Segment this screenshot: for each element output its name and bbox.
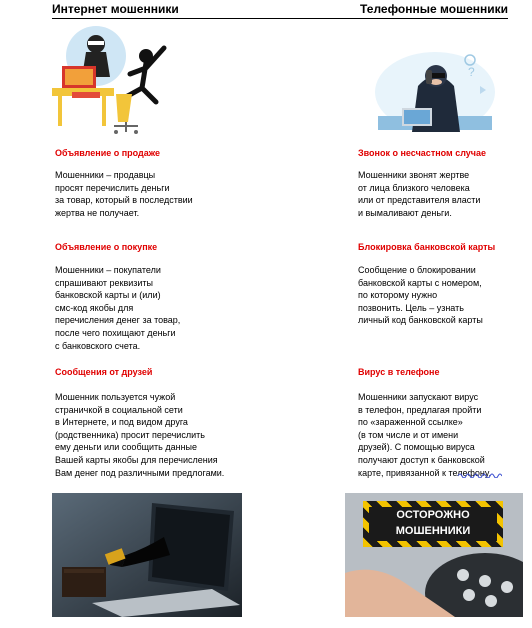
text-line: банковской карты с номером, xyxy=(358,277,482,288)
text-line: перечисления денег за товар, xyxy=(55,315,181,326)
text-line: Вам денег под различными предлогами. xyxy=(55,467,225,478)
header-internet-fraud: Интернет мошенники xyxy=(52,2,179,16)
right-section-2-title: Блокировка банковской карты xyxy=(358,242,496,252)
text-line: ему деньги или сообщить данные xyxy=(55,442,198,453)
text-line: с банковского счета. xyxy=(55,340,141,351)
spellcheck-underline xyxy=(458,472,502,478)
text-line: по которому нужно xyxy=(358,290,438,301)
right-section-1-title: Звонок о несчастном случае xyxy=(358,148,487,158)
text-line: Мошенник пользуется чужой xyxy=(55,392,176,402)
text-line: личный код банковской карты xyxy=(358,315,483,326)
header-phone-fraud: Телефонные мошенники xyxy=(360,2,508,16)
text-line: друзей). С помощью вируса xyxy=(358,442,475,453)
text-line: после чего похищают деньги xyxy=(55,327,176,338)
text-line: Мошенники запускают вирус xyxy=(358,392,479,402)
text-line: Мошенники звонят жертве xyxy=(358,170,470,180)
text-line: и вымаливают деньги. xyxy=(358,207,452,218)
text-line: Сообщение о блокировании xyxy=(358,265,476,275)
warning-line-1: ОСТОРОЖНО xyxy=(396,509,470,521)
laptop-thief-photo xyxy=(52,493,242,617)
text-line: жертва не получает. xyxy=(55,207,140,218)
text-line: позвонить. Цель – узнать xyxy=(358,302,464,313)
page-header xyxy=(52,0,508,19)
text-line: получают доступ к банковской xyxy=(358,454,485,465)
phone-caller-illustration xyxy=(372,46,498,136)
text-line: от лица близкого человека xyxy=(358,182,470,193)
text-line: просят перечислить деньги xyxy=(55,182,170,193)
warning-phone-photo xyxy=(345,493,523,617)
left-section-1-text xyxy=(55,169,193,219)
text-line: карте, привязанной к телефону. xyxy=(358,467,491,478)
warning-line-2: МОШЕННИКИ xyxy=(395,525,471,537)
left-section-3-title: Сообщения от друзей xyxy=(55,367,153,377)
text-line: или от представителя власти xyxy=(358,195,481,206)
text-line: в Интернете, и под видом друга xyxy=(55,417,188,428)
text-line: (в том числе и от имени xyxy=(358,429,459,440)
left-section-1-title: Объявление о продаже xyxy=(55,148,161,158)
right-section-1-text xyxy=(358,169,480,219)
text-line: Мошенники – покупатели xyxy=(55,265,161,275)
hacker-laptop-illustration xyxy=(52,22,184,140)
text-line: смс-код якобы для xyxy=(55,302,134,313)
right-section-2-text xyxy=(358,264,483,327)
svg-text:?: ? xyxy=(468,65,475,79)
text-line: страничкой в социальной сети xyxy=(55,404,183,415)
right-section-3-title: Вирус в телефоне xyxy=(358,367,440,377)
warning-banner xyxy=(363,501,503,547)
right-section-3-text xyxy=(358,391,491,479)
left-section-3-text xyxy=(55,391,224,479)
left-section-2-text xyxy=(55,264,180,352)
text-line: банковской карты и (или) xyxy=(55,290,161,301)
left-section-2-title: Объявление о покупке xyxy=(55,242,158,252)
text-line: Мошенники – продавцы xyxy=(55,170,156,180)
text-line: Вашей карты якобы для перечисления xyxy=(55,454,218,465)
text-line: в телефон, предлагая пройти xyxy=(358,404,482,415)
text-line: (родственника) просит перечислить xyxy=(55,429,205,440)
text-line: по «зараженной ссылке» xyxy=(358,417,463,428)
text-line: за товар, который в последствии xyxy=(55,195,193,206)
text-line: спрашивают реквизиты xyxy=(55,277,153,288)
